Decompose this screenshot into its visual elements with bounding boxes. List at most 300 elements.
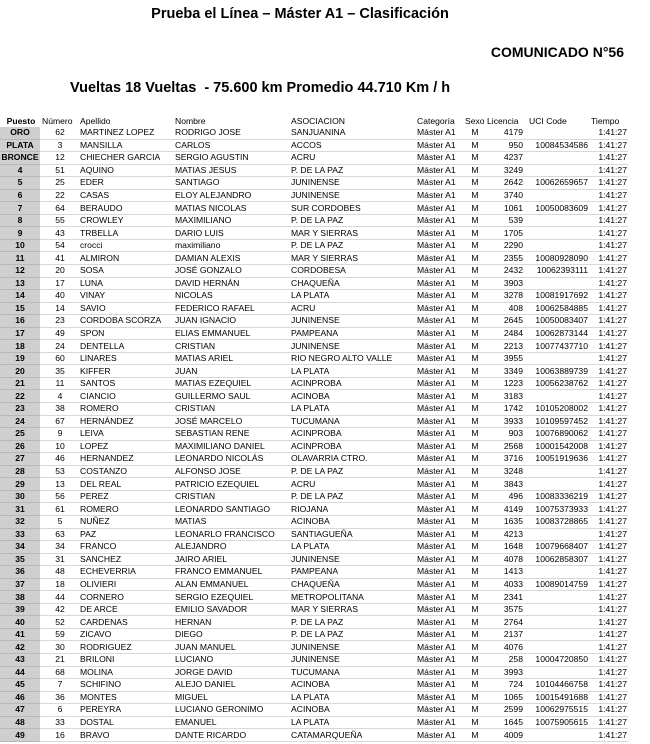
col-licencia-cell: 1742: [485, 403, 527, 416]
col-licencia-cell: 2642: [485, 177, 527, 190]
col-categoria-cell: Máster A1: [415, 252, 463, 265]
col-apellido-cell: CIANCIO: [78, 390, 173, 403]
col-apellido-cell: VINAY: [78, 290, 173, 303]
col-categoria-cell: Máster A1: [415, 265, 463, 278]
col-puesto-cell: 13: [0, 277, 40, 290]
col-categoria-header: Categoría: [417, 115, 455, 126]
col-numero-cell: 22: [40, 189, 78, 202]
col-apellido-cell: BERAUDO: [78, 202, 173, 215]
col-sexo-cell: M: [463, 239, 485, 252]
col-puesto-cell: PLATA: [0, 139, 40, 152]
col-categoria-cell: Máster A1: [415, 691, 463, 704]
col-sexo-header: Sexo: [465, 115, 485, 126]
col-sexo-cell: M: [463, 641, 485, 654]
col-licencia-cell: 4149: [485, 503, 527, 516]
col-apellido-cell: AQUINO: [78, 164, 173, 177]
col-asociacion-header: ASOCIACION: [291, 115, 345, 126]
col-sexo-cell: M: [463, 666, 485, 679]
col-numero-cell: 20: [40, 265, 78, 278]
table-row: [0, 177, 628, 190]
col-asociacion-cell: ACRU: [289, 478, 415, 491]
col-uci-code-cell: 10015491688: [527, 691, 589, 704]
col-puesto-cell: 34: [0, 541, 40, 554]
col-categoria-cell: Máster A1: [415, 239, 463, 252]
col-uci-code-cell: [527, 628, 589, 641]
col-licencia-cell: 3843: [485, 478, 527, 491]
col-numero-cell: 60: [40, 352, 78, 365]
col-numero-cell: 3: [40, 139, 78, 152]
col-puesto-cell: 17: [0, 327, 40, 340]
col-numero-cell: 63: [40, 528, 78, 541]
col-tiempo-cell: 1:41:27: [589, 164, 628, 177]
col-nombre-cell: MAXIMILIANO: [173, 214, 289, 227]
col-nombre-cell: MAXIMILIANO DANIEL: [173, 440, 289, 453]
col-categoria-cell: Máster A1: [415, 465, 463, 478]
col-apellido-cell: NUÑEZ: [78, 515, 173, 528]
col-apellido-cell: SOSA: [78, 265, 173, 278]
col-uci-code-header: UCI Code: [529, 115, 567, 126]
col-uci-code-cell: 10056238762: [527, 377, 589, 390]
col-numero-cell: 64: [40, 202, 78, 215]
col-nombre-cell: ELOY ALEJANDRO: [173, 189, 289, 202]
col-apellido-cell: CORNERO: [78, 591, 173, 604]
col-categoria-cell: Máster A1: [415, 603, 463, 616]
col-nombre-cell: HERNAN: [173, 616, 289, 629]
col-tiempo-cell: 1:41:27: [589, 641, 628, 654]
col-sexo-cell: M: [463, 252, 485, 265]
col-categoria-cell: Máster A1: [415, 666, 463, 679]
col-puesto-cell: 9: [0, 227, 40, 240]
col-licencia-cell: 4078: [485, 553, 527, 566]
col-sexo-cell: M: [463, 302, 485, 315]
col-puesto-cell: 18: [0, 340, 40, 353]
col-licencia-cell: 3993: [485, 666, 527, 679]
col-licencia-cell: 3716: [485, 453, 527, 466]
col-nombre-cell: MATIAS EZEQUIEL: [173, 377, 289, 390]
col-uci-code-cell: [527, 603, 589, 616]
col-sexo-cell: M: [463, 528, 485, 541]
col-apellido-header: Apellido: [80, 115, 111, 126]
col-categoria-cell: Máster A1: [415, 415, 463, 428]
col-apellido-cell: PEREZ: [78, 490, 173, 503]
col-licencia-cell: 1065: [485, 691, 527, 704]
col-uci-code-cell: [527, 227, 589, 240]
col-asociacion-cell: JUNINENSE: [289, 553, 415, 566]
col-asociacion-cell: ACINOBA: [289, 390, 415, 403]
col-sexo-cell: M: [463, 729, 485, 742]
col-sexo-cell: M: [463, 503, 485, 516]
col-sexo-cell: M: [463, 541, 485, 554]
col-uci-code-cell: 10001542008: [527, 440, 589, 453]
col-asociacion-cell: PAMPEANA: [289, 566, 415, 579]
col-sexo-cell: M: [463, 202, 485, 215]
col-tiempo-cell: 1:41:27: [589, 227, 628, 240]
col-tiempo-cell: 1:41:27: [589, 365, 628, 378]
col-asociacion-cell: LA PLATA: [289, 403, 415, 416]
col-apellido-cell: CORDOBA SCORZA: [78, 315, 173, 328]
col-asociacion-cell: LA PLATA: [289, 365, 415, 378]
col-sexo-cell: M: [463, 127, 485, 139]
col-asociacion-cell: JUNINENSE: [289, 189, 415, 202]
col-numero-cell: 6: [40, 704, 78, 717]
col-nombre-cell: JUAN: [173, 365, 289, 378]
col-nombre-cell: ELIAS EMMANUEL: [173, 327, 289, 340]
col-sexo-cell: M: [463, 515, 485, 528]
table-header-row: [0, 115, 628, 127]
table-row: [0, 704, 628, 717]
col-tiempo-cell: 1:41:27: [589, 352, 628, 365]
col-nombre-cell: CRISTIAN: [173, 490, 289, 503]
table-row: [0, 528, 628, 541]
col-uci-code-cell: 10062659657: [527, 177, 589, 190]
col-puesto-cell: 8: [0, 214, 40, 227]
col-nombre-cell: GUILLERMO SAUL: [173, 390, 289, 403]
col-puesto-cell: 10: [0, 239, 40, 252]
col-puesto-header: Puesto: [6, 115, 36, 126]
col-apellido-cell: CASAS: [78, 189, 173, 202]
col-puesto-cell: 21: [0, 377, 40, 390]
col-tiempo-cell: 1:41:27: [589, 729, 628, 742]
col-asociacion-cell: CHAQUEÑA: [289, 578, 415, 591]
col-apellido-cell: RODRIGUEZ: [78, 641, 173, 654]
col-apellido-cell: SCHIFINO: [78, 679, 173, 692]
col-puesto-cell: 29: [0, 478, 40, 491]
col-apellido-cell: ROMERO: [78, 403, 173, 416]
col-categoria-cell: Máster A1: [415, 202, 463, 215]
col-numero-cell: 18: [40, 578, 78, 591]
col-nombre-cell: ALEJO DANIEL: [173, 679, 289, 692]
col-sexo-cell: M: [463, 453, 485, 466]
col-asociacion-cell: ACINPROBA: [289, 440, 415, 453]
col-uci-code-cell: [527, 566, 589, 579]
col-categoria-cell: Máster A1: [415, 478, 463, 491]
col-nombre-cell: EMILIO SAVADOR: [173, 603, 289, 616]
col-tiempo-cell: 1:41:27: [589, 578, 628, 591]
col-tiempo-cell: 1:41:27: [589, 127, 628, 139]
table-row: [0, 164, 628, 177]
col-licencia-cell: 2764: [485, 616, 527, 629]
col-asociacion-cell: LA PLATA: [289, 290, 415, 303]
col-apellido-cell: ROMERO: [78, 503, 173, 516]
col-categoria-cell: Máster A1: [415, 315, 463, 328]
col-sexo-cell: M: [463, 327, 485, 340]
col-uci-code-cell: [527, 189, 589, 202]
col-apellido-cell: DEL REAL: [78, 478, 173, 491]
col-licencia-cell: 496: [485, 490, 527, 503]
col-categoria-cell: Máster A1: [415, 628, 463, 641]
col-sexo-cell: M: [463, 704, 485, 717]
col-categoria-cell: Máster A1: [415, 152, 463, 165]
col-nombre-cell: JUAN MANUEL: [173, 641, 289, 654]
col-nombre-cell: LUCIANO GERONIMO: [173, 704, 289, 717]
col-puesto-cell: 46: [0, 691, 40, 704]
col-sexo-cell: M: [463, 403, 485, 416]
col-puesto-cell: 36: [0, 566, 40, 579]
col-tiempo-cell: 1:41:27: [589, 277, 628, 290]
col-licencia-cell: 1635: [485, 515, 527, 528]
col-asociacion-cell: MAR Y SIERRAS: [289, 252, 415, 265]
col-nombre-cell: RODRIGO JOSE: [173, 127, 289, 139]
col-apellido-cell: LOPEZ: [78, 440, 173, 453]
col-asociacion-cell: LA PLATA: [289, 541, 415, 554]
col-asociacion-cell: P. DE LA PAZ: [289, 239, 415, 252]
col-licencia-cell: 1223: [485, 377, 527, 390]
col-asociacion-cell: SUR CORDOBES: [289, 202, 415, 215]
col-licencia-cell: 903: [485, 428, 527, 441]
table-row: [0, 616, 628, 629]
col-puesto-cell: 19: [0, 352, 40, 365]
col-tiempo-cell: 1:41:27: [589, 553, 628, 566]
table-row: [0, 653, 628, 666]
col-tiempo-cell: 1:41:27: [589, 616, 628, 629]
col-categoria-cell: Máster A1: [415, 553, 463, 566]
table-row: [0, 415, 628, 428]
col-tiempo-cell: 1:41:27: [589, 591, 628, 604]
col-tiempo-cell: 1:41:27: [589, 377, 628, 390]
col-sexo-cell: M: [463, 679, 485, 692]
col-nombre-cell: SANTIAGO: [173, 177, 289, 190]
col-licencia-header: Licencia: [487, 115, 519, 126]
col-numero-cell: 25: [40, 177, 78, 190]
col-numero-cell: 40: [40, 290, 78, 303]
col-asociacion-cell: ACCOS: [289, 139, 415, 152]
col-apellido-cell: HERNANDEZ: [78, 453, 173, 466]
col-sexo-cell: M: [463, 139, 485, 152]
col-nombre-cell: ALEJANDRO: [173, 541, 289, 554]
col-puesto-cell: 28: [0, 465, 40, 478]
col-licencia-cell: 3249: [485, 164, 527, 177]
col-nombre-cell: LEONARDO SANTIAGO: [173, 503, 289, 516]
col-categoria-cell: Máster A1: [415, 578, 463, 591]
col-nombre-cell: LEONARDO NICOLÁS: [173, 453, 289, 466]
col-tiempo-cell: 1:41:27: [589, 340, 628, 353]
col-uci-code-cell: 10109597452: [527, 415, 589, 428]
col-uci-code-cell: [527, 666, 589, 679]
col-categoria-cell: Máster A1: [415, 352, 463, 365]
col-numero-header: Número: [42, 115, 73, 126]
table-row: [0, 465, 628, 478]
col-tiempo-cell: 1:41:27: [589, 327, 628, 340]
table-row: [0, 202, 628, 215]
col-licencia-cell: 2290: [485, 239, 527, 252]
col-categoria-cell: Máster A1: [415, 729, 463, 742]
col-tiempo-cell: 1:41:27: [589, 453, 628, 466]
col-uci-code-cell: 10083728865: [527, 515, 589, 528]
col-numero-cell: 38: [40, 403, 78, 416]
col-apellido-cell: OLIVIERI: [78, 578, 173, 591]
col-licencia-cell: 4237: [485, 152, 527, 165]
col-nombre-cell: ALAN EMMANUEL: [173, 578, 289, 591]
col-nombre-cell: MATIAS ARIEL: [173, 352, 289, 365]
col-uci-code-cell: 10104466758: [527, 679, 589, 692]
col-puesto-cell: 48: [0, 716, 40, 729]
col-asociacion-cell: ACINOBA: [289, 679, 415, 692]
col-apellido-cell: FRANCO: [78, 541, 173, 554]
col-sexo-cell: M: [463, 478, 485, 491]
col-categoria-cell: Máster A1: [415, 653, 463, 666]
col-sexo-cell: M: [463, 578, 485, 591]
table-row: [0, 327, 628, 340]
col-apellido-cell: LUNA: [78, 277, 173, 290]
col-nombre-cell: CARLOS: [173, 139, 289, 152]
col-asociacion-cell: OLAVARRIA CTRO.: [289, 453, 415, 466]
col-licencia-cell: 3903: [485, 277, 527, 290]
col-licencia-cell: 950: [485, 139, 527, 152]
col-sexo-cell: M: [463, 716, 485, 729]
col-numero-cell: 31: [40, 553, 78, 566]
col-nombre-cell: PATRICIO EZEQUIEL: [173, 478, 289, 491]
col-puesto-cell: 25: [0, 428, 40, 441]
col-numero-cell: 46: [40, 453, 78, 466]
col-sexo-cell: M: [463, 390, 485, 403]
table-row: [0, 490, 628, 503]
col-puesto-cell: 41: [0, 628, 40, 641]
col-puesto-cell: 23: [0, 403, 40, 416]
col-apellido-cell: CHIECHER GARCIA: [78, 152, 173, 165]
col-numero-cell: 44: [40, 591, 78, 604]
table-row: [0, 277, 628, 290]
col-numero-cell: 7: [40, 679, 78, 692]
col-nombre-cell: JAIRO ARIEL: [173, 553, 289, 566]
col-asociacion-cell: ACRU: [289, 152, 415, 165]
col-licencia-cell: 258: [485, 653, 527, 666]
col-categoria-cell: Máster A1: [415, 365, 463, 378]
col-apellido-cell: EDER: [78, 177, 173, 190]
col-nombre-cell: MATIAS NICOLAS: [173, 202, 289, 215]
col-uci-code-cell: [527, 729, 589, 742]
col-categoria-cell: Máster A1: [415, 139, 463, 152]
col-tiempo-cell: 1:41:27: [589, 691, 628, 704]
table-row: [0, 352, 628, 365]
col-licencia-cell: 3248: [485, 465, 527, 478]
col-licencia-cell: 2341: [485, 591, 527, 604]
col-puesto-cell: 40: [0, 616, 40, 629]
col-nombre-cell: EMANUEL: [173, 716, 289, 729]
col-categoria-cell: Máster A1: [415, 377, 463, 390]
col-tiempo-cell: 1:41:27: [589, 528, 628, 541]
col-asociacion-cell: ACINOBA: [289, 515, 415, 528]
col-nombre-cell: maximiliano: [173, 239, 289, 252]
col-puesto-cell: 32: [0, 515, 40, 528]
table-row: [0, 214, 628, 227]
col-puesto-cell: 43: [0, 653, 40, 666]
col-asociacion-cell: CHAQUEÑA: [289, 277, 415, 290]
col-tiempo-cell: 1:41:27: [589, 290, 628, 303]
col-categoria-cell: Máster A1: [415, 277, 463, 290]
col-puesto-cell: 24: [0, 415, 40, 428]
col-tiempo-cell: 1:41:27: [589, 189, 628, 202]
col-puesto-cell: 37: [0, 578, 40, 591]
col-numero-cell: 16: [40, 729, 78, 742]
col-apellido-cell: ECHEVERRIA: [78, 566, 173, 579]
col-nombre-cell: ALFONSO JOSE: [173, 465, 289, 478]
col-sexo-cell: M: [463, 214, 485, 227]
col-asociacion-cell: TUCUMANA: [289, 666, 415, 679]
col-nombre-cell: CRISTIAN: [173, 340, 289, 353]
col-licencia-cell: 4076: [485, 641, 527, 654]
col-tiempo-cell: 1:41:27: [589, 177, 628, 190]
col-uci-code-cell: 10062873144: [527, 327, 589, 340]
col-asociacion-cell: LA PLATA: [289, 716, 415, 729]
col-puesto-cell: 4: [0, 164, 40, 177]
col-nombre-cell: DIEGO: [173, 628, 289, 641]
col-tiempo-cell: 1:41:27: [589, 152, 628, 165]
col-nombre-cell: SEBASTIAN RENE: [173, 428, 289, 441]
col-numero-cell: 9: [40, 428, 78, 441]
col-uci-code-cell: [527, 641, 589, 654]
col-tiempo-header: Tiempo: [591, 115, 620, 126]
table-row: [0, 541, 628, 554]
col-numero-cell: 21: [40, 653, 78, 666]
col-tiempo-cell: 1:41:27: [589, 666, 628, 679]
col-categoria-cell: Máster A1: [415, 302, 463, 315]
col-tiempo-cell: 1:41:27: [589, 315, 628, 328]
col-asociacion-cell: RIO NEGRO ALTO VALLE: [289, 352, 415, 365]
col-tiempo-cell: 1:41:27: [589, 265, 628, 278]
col-asociacion-cell: P. DE LA PAZ: [289, 465, 415, 478]
col-puesto-cell: 49: [0, 729, 40, 742]
col-nombre-cell: JOSÉ GONZALO: [173, 265, 289, 278]
col-asociacion-cell: SANJUANINA: [289, 127, 415, 139]
col-licencia-cell: 1061: [485, 202, 527, 215]
col-nombre-cell: SERGIO AGUSTIN: [173, 152, 289, 165]
col-sexo-cell: M: [463, 653, 485, 666]
col-licencia-cell: 2645: [485, 315, 527, 328]
col-nombre-cell: MATIAS: [173, 515, 289, 528]
col-categoria-cell: Máster A1: [415, 616, 463, 629]
col-puesto-cell: 6: [0, 189, 40, 202]
table-row: [0, 628, 628, 641]
col-apellido-cell: SANTOS: [78, 377, 173, 390]
col-asociacion-cell: MAR Y SIERRAS: [289, 227, 415, 240]
col-uci-code-cell: 10105208002: [527, 403, 589, 416]
col-uci-code-cell: [527, 214, 589, 227]
col-puesto-cell: 47: [0, 704, 40, 717]
col-licencia-cell: 3278: [485, 290, 527, 303]
col-sexo-cell: M: [463, 440, 485, 453]
col-sexo-cell: M: [463, 415, 485, 428]
col-puesto-cell: 5: [0, 177, 40, 190]
col-apellido-cell: BRILONI: [78, 653, 173, 666]
table-row: [0, 403, 628, 416]
col-tiempo-cell: 1:41:27: [589, 465, 628, 478]
col-puesto-cell: 12: [0, 265, 40, 278]
col-tiempo-cell: 1:41:27: [589, 252, 628, 265]
col-sexo-cell: M: [463, 152, 485, 165]
table-row: [0, 252, 628, 265]
col-sexo-cell: M: [463, 265, 485, 278]
col-numero-cell: 36: [40, 691, 78, 704]
col-licencia-cell: 724: [485, 679, 527, 692]
col-sexo-cell: M: [463, 365, 485, 378]
col-numero-cell: 68: [40, 666, 78, 679]
col-numero-cell: 17: [40, 277, 78, 290]
col-puesto-cell: 7: [0, 202, 40, 215]
table-row: [0, 553, 628, 566]
col-sexo-cell: M: [463, 628, 485, 641]
col-tiempo-cell: 1:41:27: [589, 214, 628, 227]
col-tiempo-cell: 1:41:27: [589, 541, 628, 554]
col-uci-code-cell: [527, 152, 589, 165]
col-numero-cell: 59: [40, 628, 78, 641]
col-tiempo-cell: 1:41:27: [589, 716, 628, 729]
col-asociacion-cell: ACINPROBA: [289, 377, 415, 390]
col-nombre-cell: NICOLAS: [173, 290, 289, 303]
col-uci-code-cell: 10076890062: [527, 428, 589, 441]
table-row: [0, 578, 628, 591]
col-categoria-cell: Máster A1: [415, 453, 463, 466]
col-licencia-cell: 2484: [485, 327, 527, 340]
